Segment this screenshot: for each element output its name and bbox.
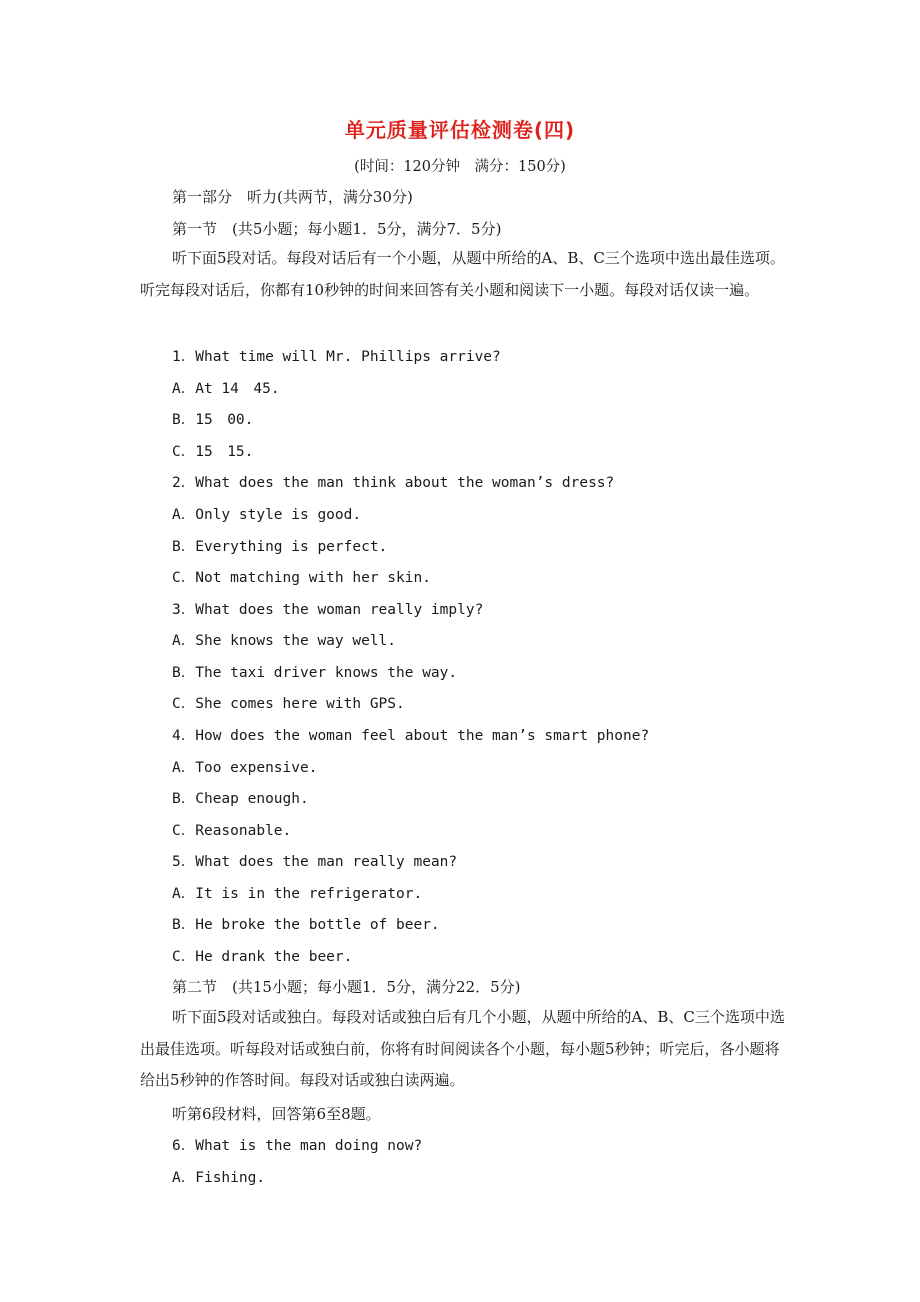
question-3-option-c: C．She comes here with GPS. <box>172 696 405 712</box>
question-1-option-a: A．At 14 45. <box>172 381 280 397</box>
material6-heading: 听第6段材料，回答第6至8题。 <box>172 1105 381 1123</box>
question-5-option-c: C．He drank the beer. <box>172 949 353 965</box>
question-4-option-a: A．Too expensive. <box>172 760 318 776</box>
question-2-option-c: C．Not matching with her skin. <box>172 570 431 586</box>
question-6-option-a: A．Fishing. <box>172 1170 266 1186</box>
section2-instructions: 听下面5段对话或独白。每段对话或独白后有几个小题，从题中所给的A、B、C三个选项中选出最佳选项。听每段对话或独白前，你将有时间阅读各个小题，每小题5秒钟；听完后，各小题将给出5秒钟的作答时间。每段对话或独白读两遍。 <box>140 1008 785 1089</box>
question-5-option-b: B．He broke the bottle of beer. <box>172 917 440 933</box>
question-6: 6．What is the man doing now? <box>172 1138 423 1154</box>
question-2: 2．What does the man think about the woman’s dress? <box>172 475 615 491</box>
question-2-option-b: B．Everything is perfect. <box>172 539 388 555</box>
question-5: 5．What does the man really mean? <box>172 854 458 870</box>
section1-instructions: 听下面5段对话。每段对话后有一个小题，从题中所给的A、B、C三个选项中选出最佳选项。听完每段对话后，你都有10秒钟的时间来回答有关小题和阅读下一小题。每段对话仅读一遍。 <box>140 249 785 299</box>
question-1: 1．What time will Mr. Phillips arrive? <box>172 349 501 365</box>
question-1-option-c: C．15 15. <box>172 444 254 460</box>
document-subtitle: (时间：120分钟 满分：150分) <box>354 159 566 175</box>
part1-heading: 第一部分 听力(共两节，满分30分) <box>172 188 413 206</box>
question-3-option-a: A．She knows the way well. <box>172 633 397 649</box>
question-4: 4．How does the woman feel about the man’s smart phone? <box>172 728 650 744</box>
question-3: 3．What does the woman really imply? <box>172 602 484 618</box>
question-2-option-a: A．Only style is good. <box>172 507 362 523</box>
document-title: 单元质量评估检测卷(四) <box>344 118 576 142</box>
question-5-option-a: A．It is in the refrigerator. <box>172 886 423 902</box>
question-3-option-b: B．The taxi driver knows the way. <box>172 665 458 681</box>
question-1-option-b: B．15 00. <box>172 412 254 428</box>
question-4-option-c: C．Reasonable. <box>172 823 292 839</box>
section2-heading: 第二节 (共15小题；每小题1．5分，满分22．5分) <box>172 978 521 996</box>
section1-heading: 第一节 (共5小题；每小题1．5分，满分7．5分) <box>172 220 502 238</box>
question-4-option-b: B．Cheap enough. <box>172 791 309 807</box>
